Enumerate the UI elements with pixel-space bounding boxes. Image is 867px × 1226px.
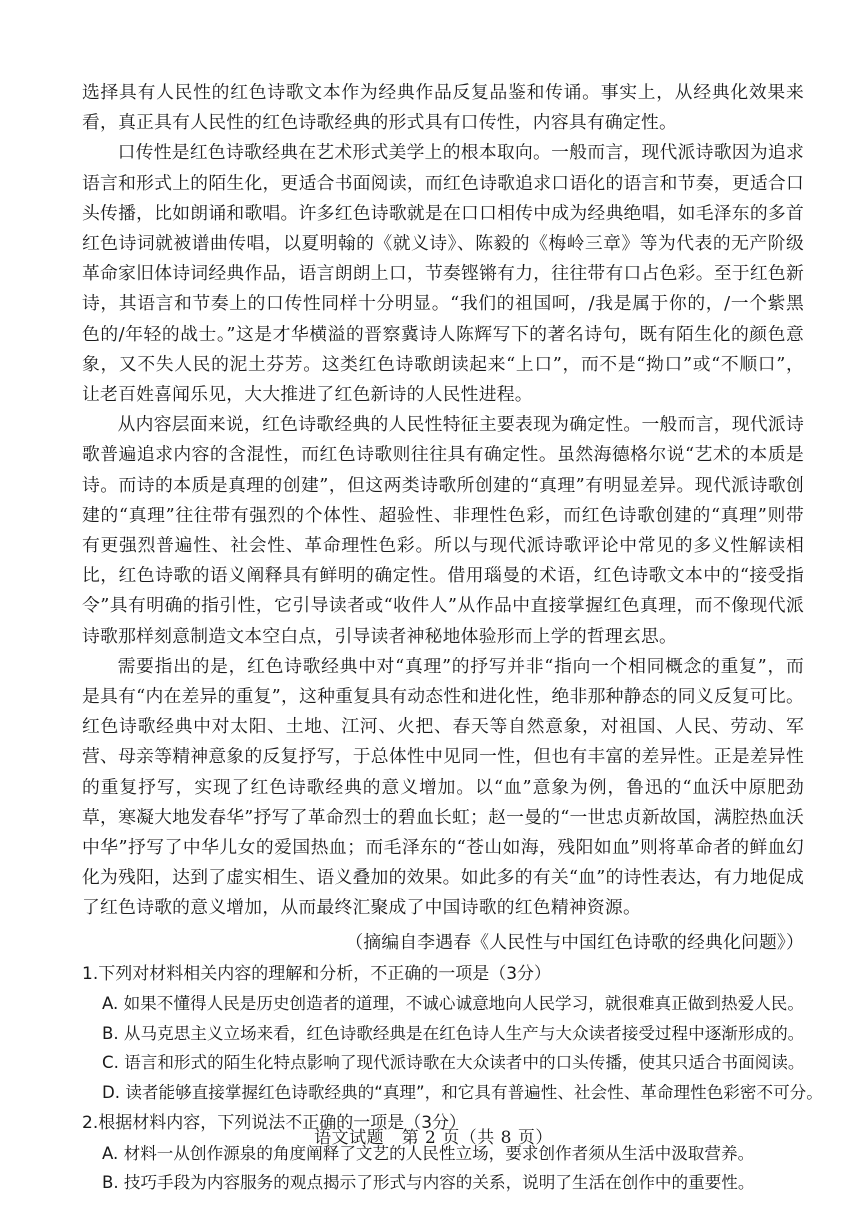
- answer-option-a: A. 材料一从创作源泉的角度阐释了文艺的人民性立场，要求创作者须从生活中汲取营养。: [102, 1143, 755, 1163]
- source-citation: （摘编自李遇春《人民性与中国红色诗歌的经典化问题》）: [345, 931, 804, 953]
- answer-option-b: B. 技巧手段为内容服务的观点揭示了形式与内容的关系，说明了生活在创作中的重要性。: [102, 1173, 755, 1193]
- body-paragraph: 从内容层面来说，红色诗歌经典的人民性特征主要表现为确定性。一般而言，现代派诗歌普遍追求内容的含混性，而红色诗歌则往往具有确定性。虽然海德格尔说“艺术的本质是诗。而诗的本质是真理的创建”，但这两类诗歌所创建的“真理”有明显差异。现代派诗歌创建的“真理”往往带有强烈的个体性、超验性、非理性色彩，而红色诗歌创建的“真理”则带有更强烈普遍性、社会性、革命理性色彩。所以与现代派诗歌评论中常见的多义性解读相比，红色诗歌的语义阐释具有鲜明的确定性。借用瑙曼的术语，红色诗歌文本中的“接受指令”具有明确的指引性，它引导读者或“收件人”从作品中直接掌握红色真理，而不像现代派诗歌那样刻意制造文本空白点，引导读者神秘地体验形而上学的哲理玄思。: [82, 414, 804, 647]
- answer-option-b: B. 从马克思主义立场来看，红色诗歌经典是在红色诗人生产与大众读者接受过程中逐渐形成的。: [102, 1023, 805, 1043]
- answer-option-c: C. 语言和形式的陌生化特点影响了现代派诗歌在大众读者中的口头传播，使其只适合书面阅读。: [102, 1053, 805, 1073]
- page-footer: 语文试题 第 2 页（共 8 页）: [314, 1128, 553, 1148]
- question-stem: 2.根据材料内容，下列说法不正确的一项是（3分）: [82, 1113, 467, 1134]
- answer-option-d: D. 读者能够直接掌握红色诗歌经典的“真理”，和它具有普遍性、社会性、革命理性色彩密不可分。: [102, 1082, 823, 1102]
- body-paragraph: 选择具有人民性的红色诗歌文本作为经典作品反复品鉴和传诵。事实上，从经典化效果来看，真正具有人民性的红色诗歌经典的形式具有口传性，内容具有确定性。: [82, 82, 804, 134]
- question-stem: 1.下列对材料相关内容的理解和分析，不正确的一项是（3分）: [82, 963, 552, 984]
- exam-page: [82, 78, 823, 1198]
- body-paragraph: 口传性是红色诗歌经典在艺术形式美学上的根本取向。一般而言，现代派诗歌因为追求语言和形式上的陌生化，更适合书面阅读，而红色诗歌追求口语化的语言和节奏，更适合口头传播，比如朗诵和歌唱。许多红色诗歌就是在口口相传中成为经典绝唱，如毛泽东的多首红色诗词就被谱曲传唱，以夏明翰的《就义诗》、陈毅的《梅岭三章》等为代表的无产阶级革命家旧体诗词经典作品，语言朗朗上口，节奏铿锵有力，往往带有口占色彩。至于红色新诗，其语言和节奏上的口传性同样十分明显。“我们的祖国呵，/我是属于你的，/一个紫黑色的/年轻的战士。”这是才华横溢的晋察冀诗人陈辉写下的著名诗句，既有陌生化的颜色意象，又不失人民的泥土芬芳。这类红色诗歌朗读起来“上口”，而不是“拗口”或“不顺口”，让老百姓喜闻乐见，大大推进了红色新诗的人民性进程。: [82, 142, 804, 406]
- body-paragraph: 需要指出的是，红色诗歌经典中对“真理”的抒写并非“指向一个相同概念的重复”，而是具有“内在差异的重复”，这种重复具有动态性和进化性，绝非那种静态的同义反复可比。红色诗歌经典中对太阳、土地、江河、火把、春天等自然意象，对祖国、人民、劳动、军营、母亲等精神意象的反复抒写，于总体性中见同一性，但也有丰富的差异性。正是差异性的重复抒写，实现了红色诗歌经典的意义增加。以“血”意象为例，鲁迅的“血沃中原肥劲草，寒凝大地发春华”抒写了革命烈士的碧血长虹；赵一曼的“一世忠贞新故国，满腔热血沃中华”抒写了中华儿女的爱国热血；而毛泽东的“苍山如海，残阳如血”则将革命者的鲜血幻化为残阳，达到了虚实相生、语义叠加的效果。如此多的有关“血”的诗性表达，有力地促成了红色诗歌的意义增加，从而最终汇聚成了中国诗歌的红色精神资源。: [82, 655, 804, 919]
- question-1: [82, 960, 823, 1108]
- answer-option-a: A. 如果不懂得人民是历史创造者的道理，不诚心诚意地向人民学习，就很难真正做到热爱人民。: [102, 994, 804, 1014]
